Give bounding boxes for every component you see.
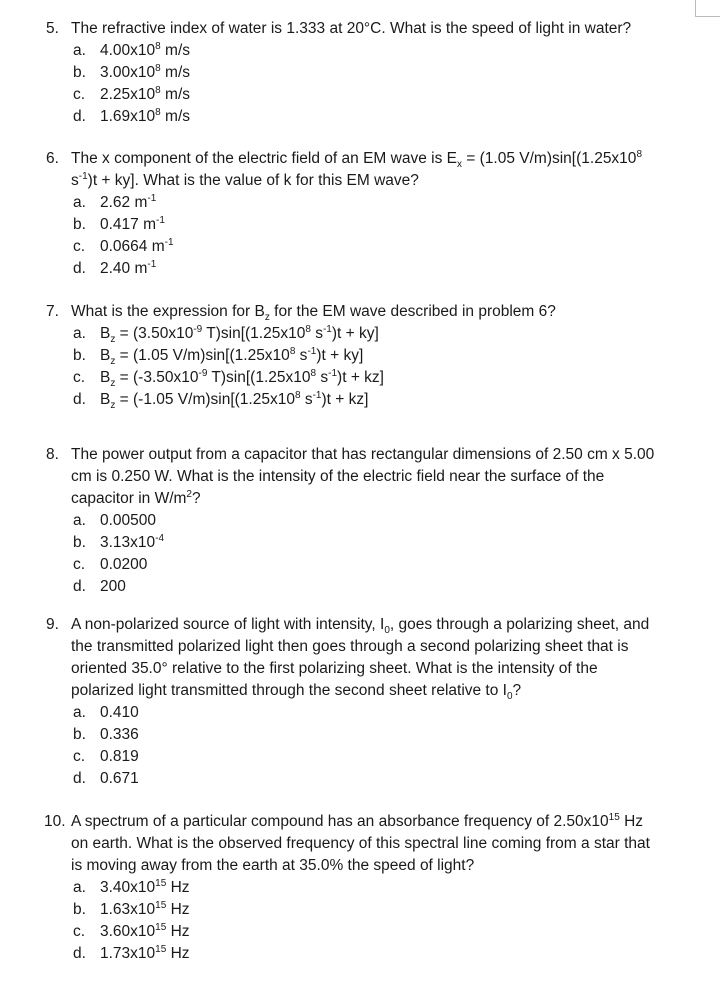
option-letter: b. [73, 64, 86, 81]
option-letter: b. [73, 901, 86, 918]
option-text: $B_z = (3.50x10^{-9}$ $T)\sin[(1.25x10^8$ $s^{-1})t + ky$] [100, 324, 379, 345]
option-letter: b. [73, 726, 86, 743]
question-number: 8. [46, 446, 59, 463]
option-letter: d. [73, 391, 86, 408]
question-stem-line: on earth. What is the observed frequency of this spectral line coming from a star that [71, 835, 650, 852]
question-stem-line: the transmitted polarized light then goes through a second polarizing sheet that is [71, 638, 629, 655]
question-number: 10. [44, 813, 66, 830]
option-text: 0.671 [100, 770, 139, 787]
question-stem-line: oriented 35.0° relative to the first polarizing sheet. What is the intensity of the [71, 660, 598, 677]
option-letter: a. [73, 704, 86, 721]
option-letter: c. [73, 369, 86, 386]
question-stem-line: capacitor in $W/m^2$? [71, 489, 201, 507]
option-text: 2.62 $m^{-1}$ [100, 193, 157, 211]
question-number: 6. [46, 150, 59, 167]
option-text: 0.410 [100, 704, 139, 721]
question-stem-line: polarized light transmitted through the second sheet relative to $I_0$? [71, 682, 522, 702]
option-text: 0.0664 $m^{-1}$ [100, 237, 174, 255]
question-stem-line: What is the expression for $B_z$ for the EM wave described in problem 6? [71, 303, 556, 323]
option-text: $3.60x10^{15}$ Hz [100, 922, 190, 940]
question-number: 9. [46, 616, 59, 633]
page-corner-mark [695, 0, 720, 17]
option-letter: b. [73, 216, 86, 233]
option-text: 0.0200 [100, 556, 148, 573]
option-text: $B_z = (-3.50x10^{-9}$ $T)\sin[(1.25x10^8$ $s^{-1})t + kz$] [100, 368, 384, 389]
option-letter: d. [73, 108, 86, 125]
option-text: $3.40x10^{15}$ Hz [100, 878, 190, 896]
option-text: $1.73x10^{15}$ Hz [100, 944, 190, 962]
option-letter: c. [73, 238, 86, 255]
option-text: $2.25x10^8$ m/s [100, 85, 191, 103]
option-text: $4.00x10^8$ m/s [100, 41, 191, 59]
question-stem-line: The refractive index of water is 1.333 at 20°C. What is the speed of light in water? [71, 20, 632, 37]
option-letter: a. [73, 879, 86, 896]
option-letter: c. [73, 923, 86, 940]
option-letter: c. [73, 748, 86, 765]
question-number: 5. [46, 20, 59, 37]
option-letter: a. [73, 325, 86, 342]
question-stem-line: The power output from a capacitor that has rectangular dimensions of 2.50 cm x 5.00 [71, 446, 655, 463]
question-stem-line: cm is 0.250 W. What is the intensity of the electric field near the surface of the [71, 468, 605, 485]
option-text: 2.40 $m^{-1}$ [100, 259, 157, 277]
option-text: $B_z = (1.05$ $V/m)\sin[(1.25x10^8$ $s^{-1})t + ky$] [100, 346, 364, 367]
question-stem-line: The x component of the electric field of an EM wave is $E_x = (1.05$ $V/m)\sin[(1.25x10^8$ [71, 149, 642, 170]
option-letter: a. [73, 512, 86, 529]
question-stem-line: A spectrum of a particular compound has an absorbance frequency of $2.50x10^{15}$ Hz [71, 812, 644, 830]
option-letter: a. [73, 194, 86, 211]
option-text: 0.336 [100, 726, 139, 743]
option-text: $3.00x10^8$ m/s [100, 63, 191, 81]
option-letter: c. [73, 556, 86, 573]
option-text: 0.00500 [100, 512, 157, 529]
option-text: 200 [100, 578, 126, 595]
option-letter: b. [73, 534, 86, 551]
option-letter: d. [73, 770, 86, 787]
option-text: 0.819 [100, 748, 139, 765]
option-letter: b. [73, 347, 86, 364]
option-text: $B_z = (-1.05$ $V/m)\sin[(1.25x10^8$ $s^{-1})t + kz$] [100, 390, 369, 411]
question-number: 7. [46, 303, 59, 320]
option-letter: d. [73, 945, 86, 962]
question-stem-line: $s^{-1})t + ky$]. What is the value of k for this EM wave? [71, 171, 419, 189]
option-letter: d. [73, 578, 86, 595]
question-stem-line: is moving away from the earth at 35.0% the speed of light? [71, 857, 475, 874]
option-text: $1.69x10^8$ m/s [100, 107, 191, 125]
option-text: 0.417 $m^{-1}$ [100, 215, 165, 233]
option-text: $3.13x10^{-4}$ [100, 533, 165, 551]
option-letter: d. [73, 260, 86, 277]
option-letter: a. [73, 42, 86, 59]
option-text: $1.63x10^{15}$ Hz [100, 900, 190, 918]
question-stem-line: A non-polarized source of light with intensity, $I_0$, goes through a polarizing sheet, and [71, 616, 650, 636]
option-letter: c. [73, 86, 86, 103]
